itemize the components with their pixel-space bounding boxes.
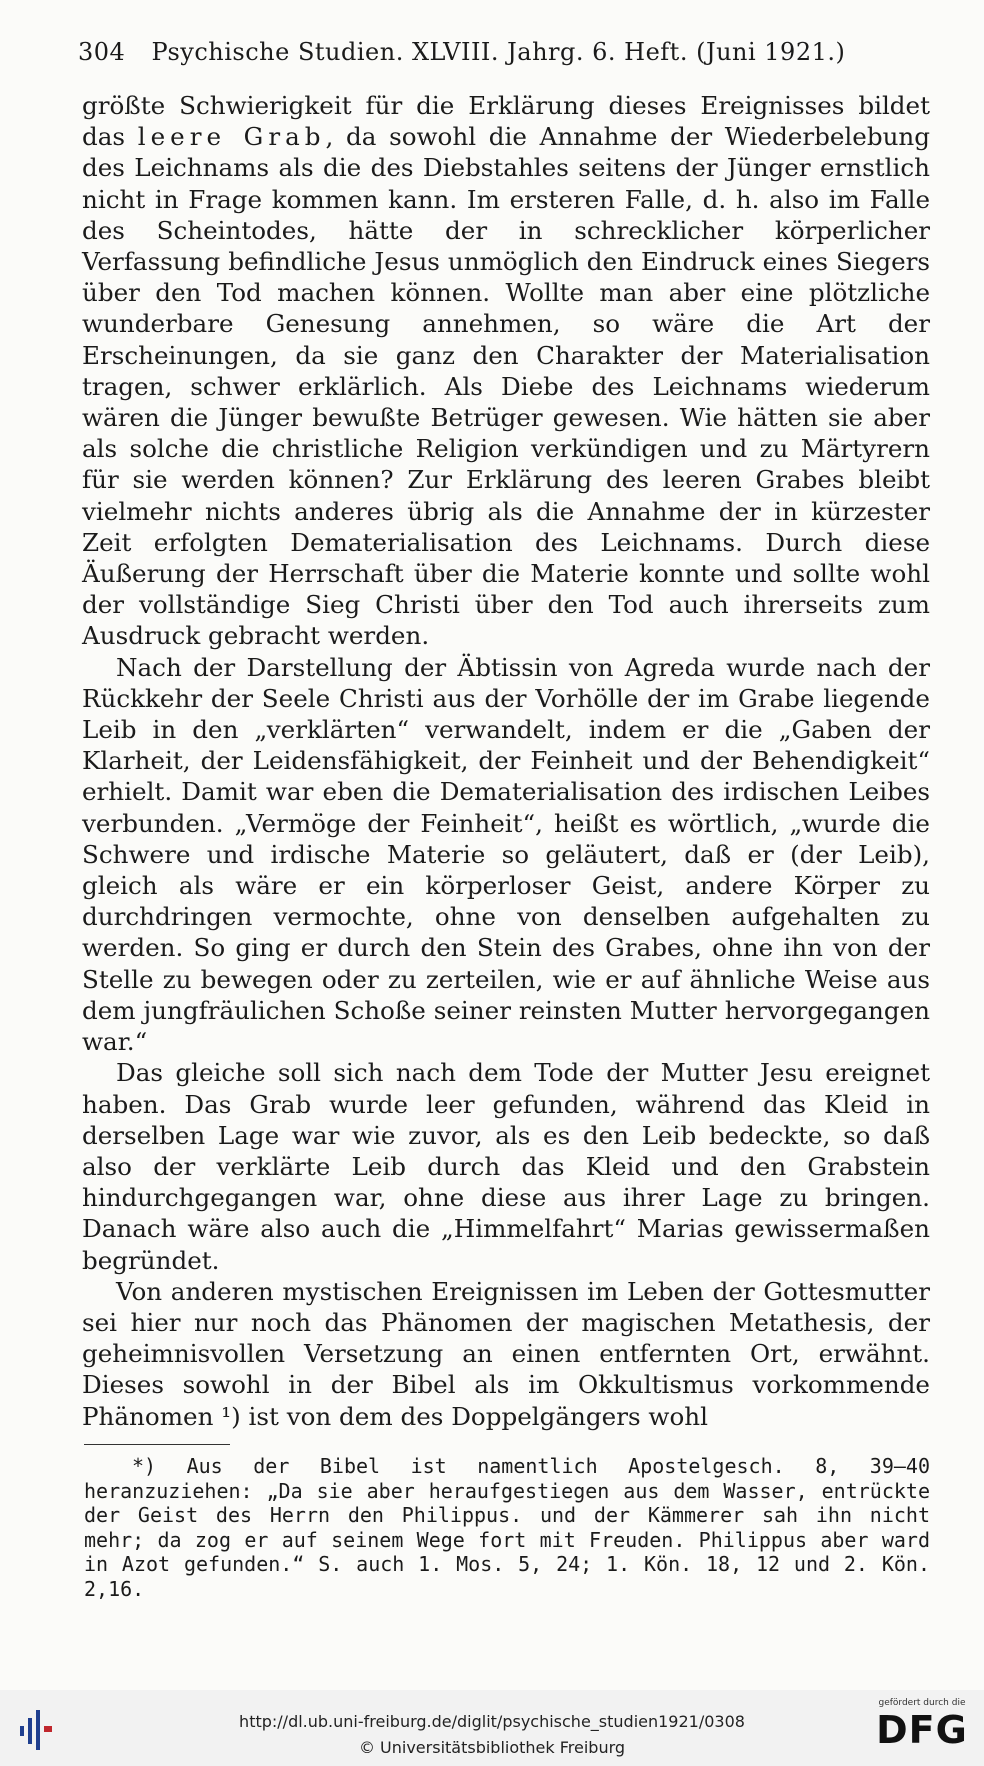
paragraph-3: Das gleiche soll sich nach dem Tode der Mutter Jesu ereignet haben. Das Grab wurde leer gefunden, während das Kleid in derselben Lage war wie zuvor, als es den Leib bedeckte, so daß also der verklärte Leib durch das Kleid und den Grabstein hindurchgegangen war, ohne diese aus ihrer Lage zu bringen. Danach wäre also auch die „Himmelfahrt“ Marias gewissermaßen begründet. — [82, 1058, 930, 1275]
running-title: Psychische Studien. XLVIII. Jahrg. 6. Heft. (Juni 1921.) — [151, 38, 846, 66]
main-text — [82, 90, 930, 1432]
dfg-caption: gefördert durch die — [878, 1698, 966, 1708]
paragraph-2: Nach der Darstellung der Äbtissin von Agreda wurde nach der Rückkehr der Seele Christi aus der Vorhölle der im Grabe liegende Leib in den „verklärten“ verwandelt, indem er die „Gaben der Klarheit, der Leidensfähigkeit, der Feinheit und der Behendigkeit“ erhielt. Damit war eben die Dematerialisation des irdischen Leibes verbunden. „Vermöge der Feinheit“, heißt es wörtlich, „wurde die Schwere und irdische Materie so geläutert, daß er (der Leib), gleich als wäre er ein körperloser Geist, andere Körper zu durchdringen vermochte, ohne von denselben aufgehalten zu werden. So ging er durch den Stein des Grabes, ohne ihn von der Stelle zu bewegen oder zu zerteilen, wie er auf ähnliche Weise aus dem jungfräulichen Schoße seiner reinsten Mutter hervorgegangen war.“ — [82, 652, 930, 1057]
running-header — [78, 38, 930, 66]
emphasized-phrase: leere Grab — [137, 122, 326, 152]
paragraph-1 — [82, 90, 930, 652]
footnote-text: *) Aus der Bibel ist namentlich Apostelgesch. 8, 39—40 heranzuziehen: „Da sie aber heraufgestiegen aus dem Wasser, entrückte der Geist des Herrn den Philippus. und der Kämmerer sah ihn nicht mehr; da zog er auf seinem Wege fort mit Freuden. Philippus aber ward in Azot gefunden.“ S. auch 1. Mos. 5, 24; 1. Kön. 18, 12 und 2. Kön. 2,16. — [84, 1454, 930, 1601]
paragraph-4: Von anderen mystischen Ereignissen im Leben der Gottesmutter sei hier nur noch das Phänomen der magischen Metathesis, der geheimnisvollen Versetzung an einen entfernten Ort, erwähnt. Dieses sowohl in der Bibel als im Okkultismus vorkommende Phänomen ¹) ist von dem des Doppelgängers wohl — [82, 1276, 930, 1431]
dfg-logo[interactable] — [870, 1698, 974, 1760]
paragraph-1-rest: , da sowohl die Annahme der Wiederbelebung des Leichnams als die des Diebstahles seitens der Jünger ernstlich nicht in Frage kommen kann. Im ersteren Falle, d. h. also im Falle des Scheintodes, hätte der in schrecklicher körperlicher Verfassung befindliche Jesus unmöglich den Eindruck eines Siegers über den Tod machen können. Wollte man aber eine plötzliche wunderbare Genesung annehmen, so wäre die Art der Erscheinungen, da sie ganz den Charakter der Materialisation tragen, schwer erklärlich. Als Diebe des Leichnams wiederum wären die Jünger bewußte Betrüger gewesen. Wie hätten sie aber als solche die christliche Religion verkündigen und zu Märtyrern für sie werden können? Zur Erklärung des leeren Grabes bleibt vielmehr nichts anderes übrig als die Annahme der in kürzester Zeit erfolgten Dematerialisation des Leichnams. Durch diese Äußerung der Herrschaft über die Materie konnte und sollte wohl der vollständige Sieg Christi über den Tod auch ihrerseits zum Ausdruck gebracht werden. — [82, 122, 931, 651]
permalink-url[interactable]: http://dl.ub.uni-freiburg.de/diglit/psychische_studien1921/0308 — [239, 1712, 745, 1731]
page-number: 304 — [78, 38, 126, 66]
copyright-notice: © Universitätsbibliothek Freiburg — [358, 1738, 626, 1757]
paragraph-1-start: größte Schwierigkeit für die Erklärung dieses Ereignisses bildet das — [82, 91, 930, 152]
footnote-divider — [84, 1444, 230, 1445]
footnote — [84, 1454, 930, 1602]
viewer-footer-bar — [0, 1690, 984, 1766]
dfg-wordmark: DFG — [876, 1708, 968, 1752]
